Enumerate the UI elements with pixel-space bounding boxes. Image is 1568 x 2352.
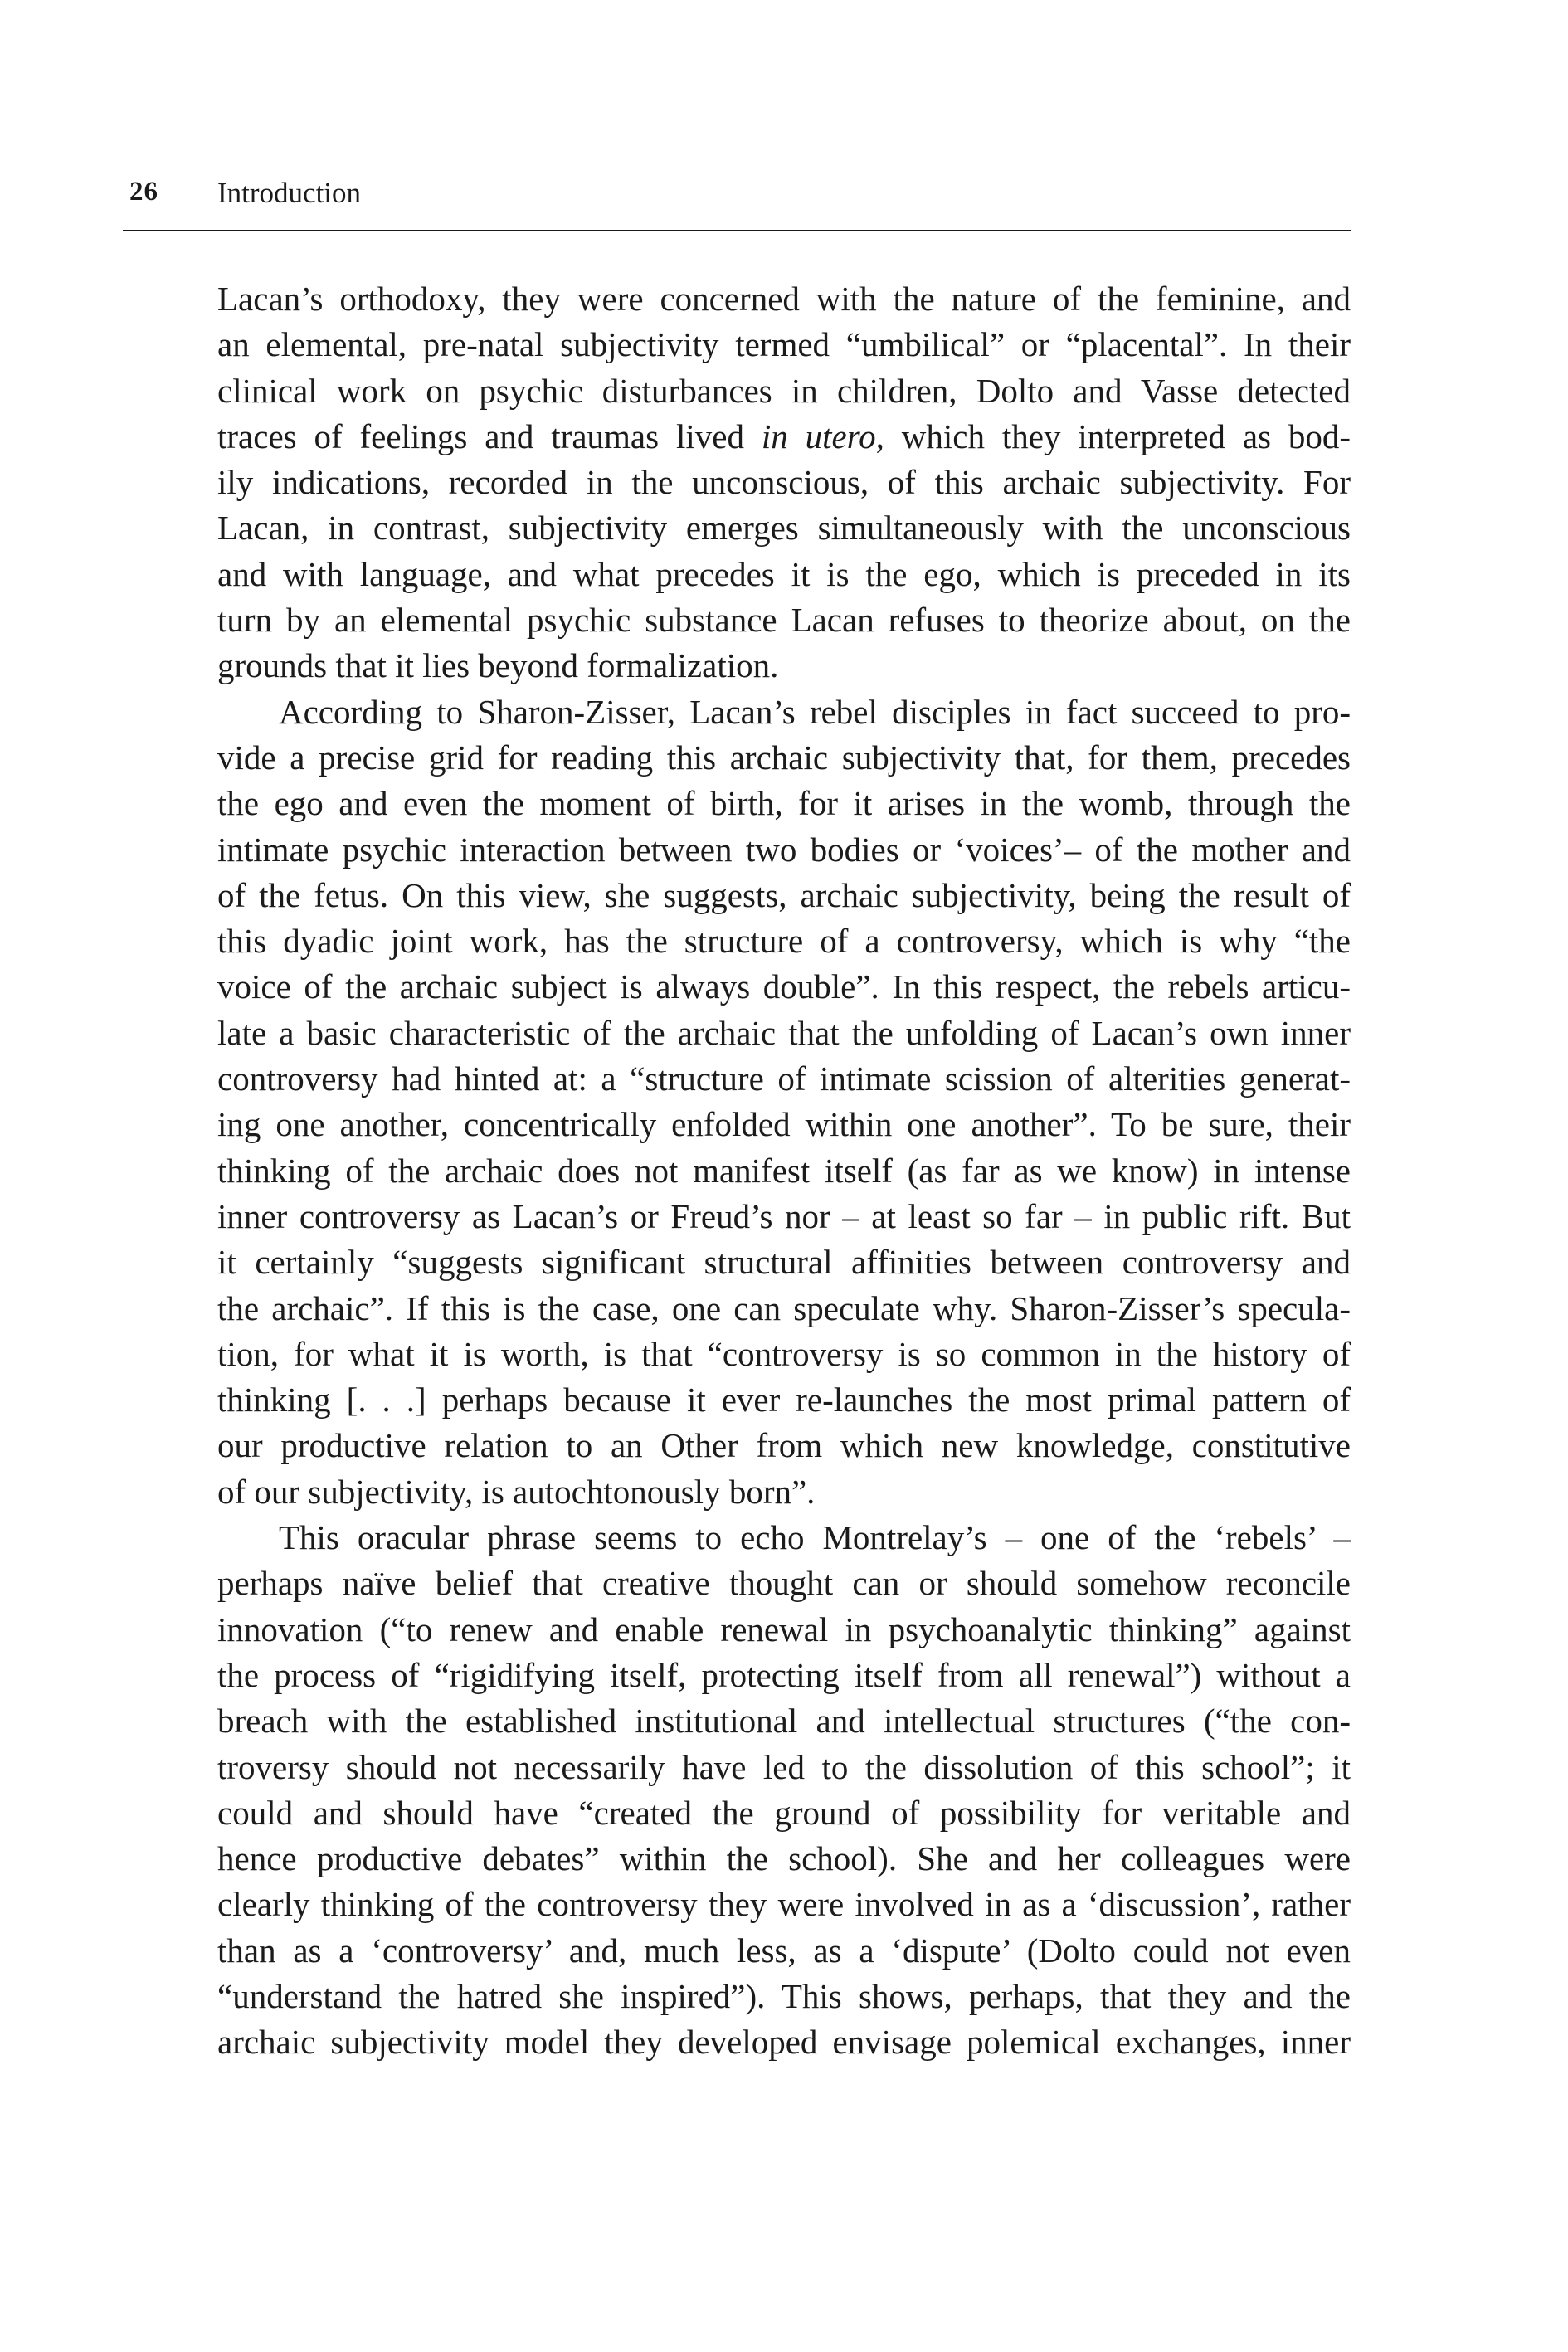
text-line: and with language, and what precedes it is the ego, which is preceded in its — [217, 554, 1351, 593]
text-line: of the fetus. On this view, she suggests, archaic subjectivity, being the result of — [217, 875, 1351, 914]
text-line: Lacan, in contrast, subjectivity emerges simultaneously with the unconscious — [217, 509, 1351, 548]
text-line: the ego and even the moment of birth, for it arises in the womb, through the — [217, 784, 1351, 823]
text-line: clinical work on psychic disturbances in children, Dolto and Vasse detected — [217, 371, 1351, 410]
text-line: tion, for what it is worth, is that “controversy is so common in the history of — [217, 1334, 1351, 1373]
text-line — [217, 414, 1351, 460]
text-line: intimate psychic interaction between two bodies or ‘voices’– of the mother and — [217, 830, 1351, 869]
text-line: clearly thinking of the controversy they were involved in as a ‘discussion’, rather — [217, 1885, 1351, 1924]
text-line: turn by an elemental psychic substance Lacan refuses to theorize about, on the — [217, 601, 1351, 640]
text-line: thinking [. . .] perhaps because it ever re-launches the most primal pattern of — [217, 1381, 1351, 1419]
page-header — [123, 170, 1351, 231]
running-head: Introduction — [217, 177, 362, 209]
text-line: According to Sharon-Zisser, Lacan’s rebel disciples in fact succeed to pro- — [279, 692, 1351, 731]
text-line: the process of “rigidifying itself, protecting itself from all renewal”) without a — [217, 1655, 1351, 1694]
text-line: grounds that it lies beyond formalization. — [217, 646, 779, 685]
body-text — [217, 276, 1351, 2066]
text-line: inner controversy as Lacan’s or Freud’s nor – at least so far – in public rift. But — [217, 1196, 1351, 1235]
text-line: it certainly “suggests significant structural affinities between controversy and — [217, 1243, 1351, 1282]
text-segment: traces of feelings and traumas lived — [217, 416, 744, 455]
text-line: an elemental, pre-natal subjectivity termed “umbilical” or “placental”. In their — [217, 325, 1351, 364]
text-line: ing one another, concentrically enfolded within one another”. To be sure, their — [217, 1105, 1351, 1144]
text-line: troversy should not necessarily have led to the dissolution of this school”; it — [217, 1747, 1351, 1786]
text-line: controversy had hinted at: a “structure of intimate scission of alterities generat- — [217, 1059, 1351, 1098]
text-line: of our subjectivity, is autochtonously born”. — [217, 1472, 816, 1511]
text-line: breach with the established institutional and intellectual structures (“the con- — [217, 1702, 1351, 1741]
text-segment: , which they interpreted as bod- — [875, 416, 1351, 455]
text-line: could and should have “created the ground of possibility for veritable and — [217, 1793, 1351, 1832]
page-number: 26 — [129, 177, 158, 207]
text-line: “understand the hatred she inspired”). This shows, perhaps, that they and the — [217, 1976, 1351, 2015]
text-line: this dyadic joint work, has the structure of a controversy, which is why “the — [217, 922, 1351, 961]
text-line: thinking of the archaic does not manifest itself (as far as we know) in intense — [217, 1151, 1351, 1190]
text-line: late a basic characteristic of the archaic that the unfolding of Lacan’s own inner — [217, 1013, 1351, 1052]
text-line: than as a ‘controversy’ and, much less, as a ‘dispute’ (Dolto could not even — [217, 1931, 1351, 1970]
italic-term: in utero — [761, 416, 876, 455]
text-line: our productive relation to an Other from which new knowledge, constitutive — [217, 1426, 1351, 1465]
text-line: perhaps naïve belief that creative thought can or should somehow reconcile — [217, 1564, 1351, 1603]
text-line: archaic subjectivity model they developed envisage polemical exchanges, inner — [217, 2023, 1351, 2062]
text-line: vide a precise grid for reading this archaic subjectivity that, for them, precedes — [217, 738, 1351, 777]
text-line: This oracular phrase seems to echo Montrelay’s – one of the ‘rebels’ – — [279, 1518, 1351, 1557]
text-line: the archaic”. If this is the case, one can speculate why. Sharon-Zisser’s specula- — [217, 1288, 1351, 1327]
text-line: Lacan’s orthodoxy, they were concerned with the nature of the feminine, and — [217, 280, 1351, 318]
text-line: innovation (“to renew and enable renewal in psychoanalytic thinking” against — [217, 1609, 1351, 1648]
text-line: ily indications, recorded in the unconscious, of this archaic subjectivity. For — [217, 463, 1351, 502]
text-line: hence productive debates” within the school). She and her colleagues were — [217, 1839, 1351, 1878]
text-line: voice of the archaic subject is always double”. In this respect, the rebels articu- — [217, 967, 1351, 1006]
